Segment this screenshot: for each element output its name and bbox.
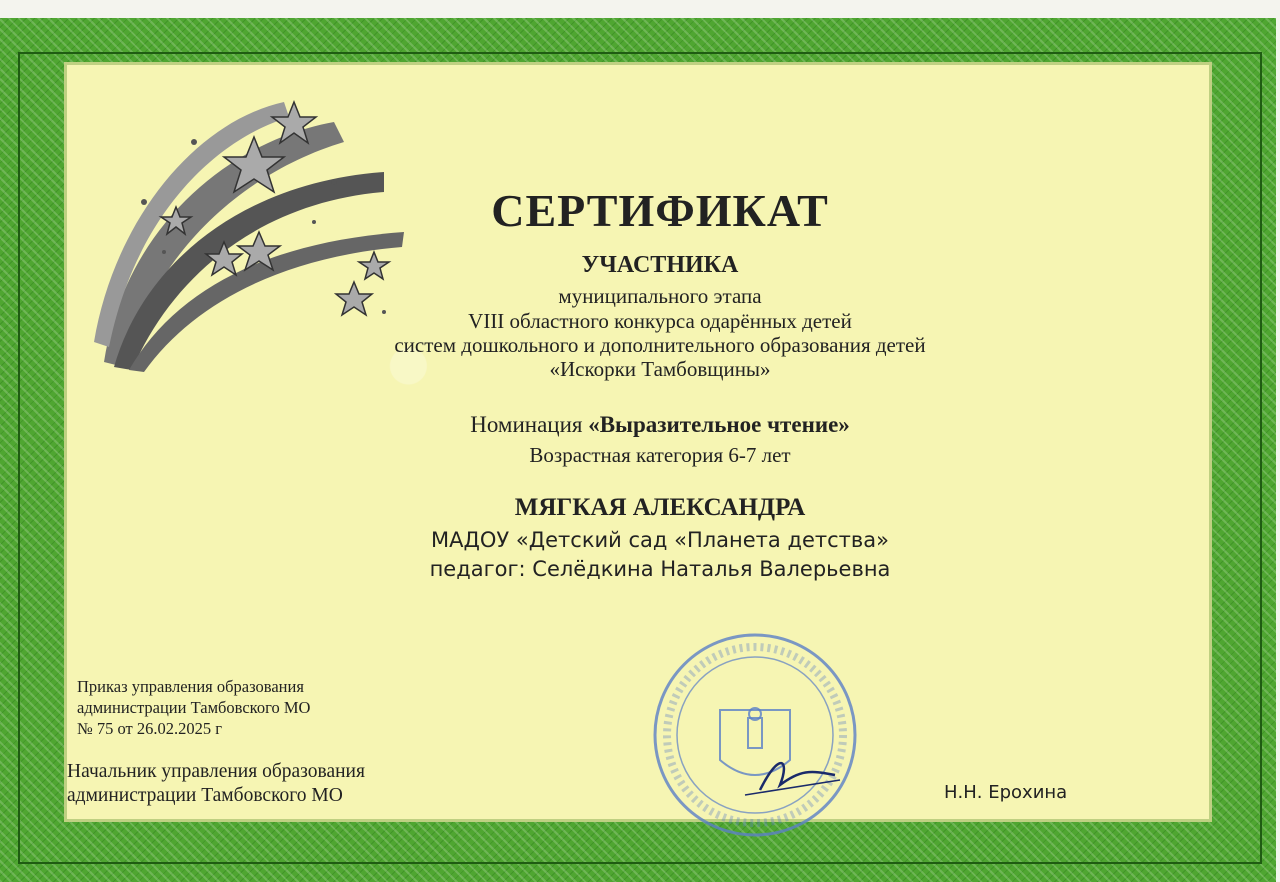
certificate-subtitle: УЧАСТНИКА xyxy=(581,252,739,278)
event-line: «Искорки Тамбовщины» xyxy=(549,357,771,381)
organization: МАДОУ «Детский сад «Планета детства» xyxy=(430,528,889,552)
nomination-prefix: Номинация xyxy=(470,412,589,437)
signer-name: Н.Н. Ерохина xyxy=(944,782,1068,803)
certificate-title: СЕРТИФИКАТ xyxy=(491,185,829,236)
event-line: VIII областного конкурса одарённых детей xyxy=(468,309,852,333)
nomination xyxy=(20,412,1280,438)
nomination-name: «Выразительное чтение» xyxy=(588,412,850,437)
event-line: муниципального этапа xyxy=(558,284,762,308)
order-line: администрации Тамбовского МО xyxy=(77,698,311,717)
age-category: Возрастная категория 6-7 лет xyxy=(529,443,791,467)
official-stamp xyxy=(650,630,860,840)
event-line: систем дошкольного и дополнительного образования детей xyxy=(394,333,926,357)
order-line: № 75 от 26.02.2025 г xyxy=(77,719,223,738)
signer-position-line: администрации Тамбовского МО xyxy=(67,785,343,806)
order-line: Приказ управления образования xyxy=(77,677,304,696)
teacher: педагог: Селёдкина Наталья Валерьевна xyxy=(429,557,891,581)
participant-name: МЯГКАЯ АЛЕКСАНДРА xyxy=(514,494,806,521)
signer-position-line: Начальник управления образования xyxy=(67,761,365,782)
